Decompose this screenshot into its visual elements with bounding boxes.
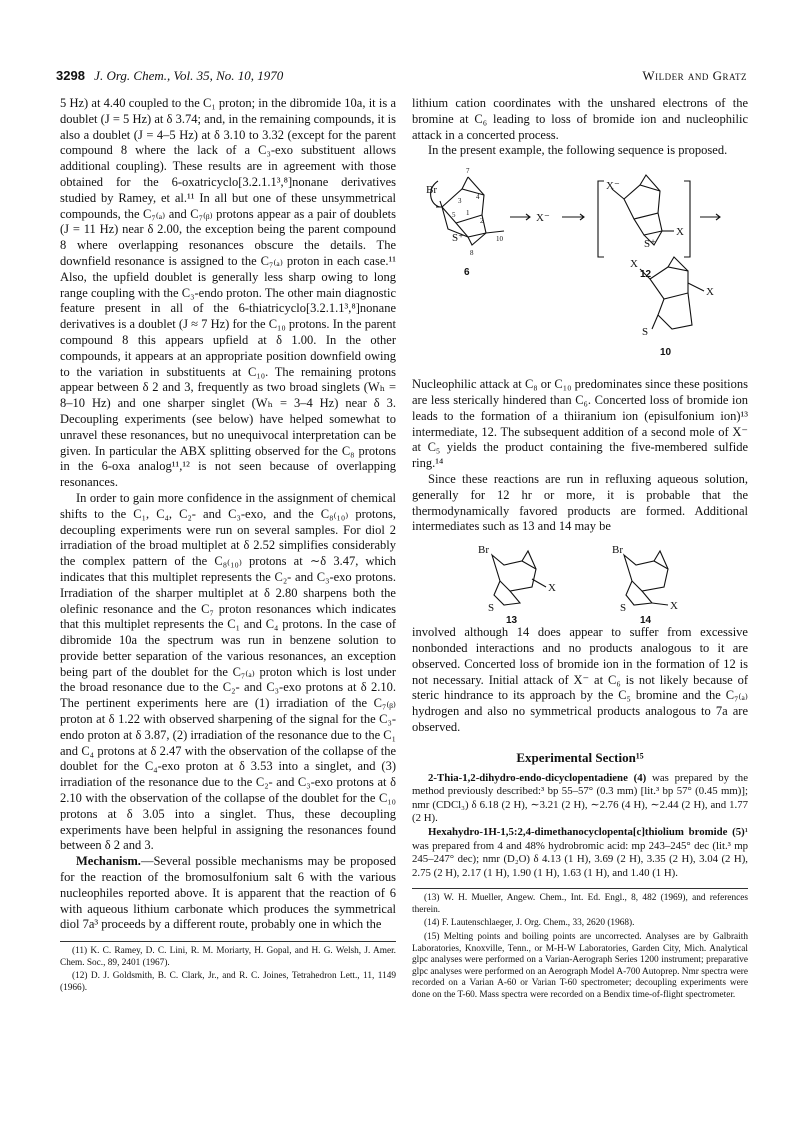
s-label-14: S (620, 602, 627, 615)
journal-citation: J. Org. Chem., Vol. 35, No. 10, 1970 (94, 68, 284, 83)
running-authors: Wilder and Gratz (642, 68, 747, 83)
left-footnotes (60, 941, 396, 994)
page-number: 3298 (56, 68, 85, 83)
footnote-14: (14) F. Lautenschlaeger, J. Org. Chem., 33, 2620 (1968). (424, 918, 635, 929)
locant-2: 2 (480, 217, 484, 226)
page-header (56, 68, 747, 88)
br-label-13: Br (478, 544, 489, 557)
compound-4-text: was prepared by the method previously described:³ bp 55–57° (0.3 mm) [lit.³ bp 57° (0.45 mm)]; nmr (CDCl₃) δ 6.18 (2 H), ∼3.21 (2 H), ∼2.76 (4 H), ∼2.44 (2 H), and 1.77 (2 H). (412, 771, 748, 825)
br-label-14: Br (612, 544, 623, 557)
compound-14-label: 14 (640, 615, 652, 626)
locant-1: 1 (466, 209, 470, 218)
x-label-10-right: X (706, 286, 714, 299)
experimental-entry-5 (412, 826, 748, 880)
footnote-15: (15) Melting points and boiling points are uncorrected. Analyses are by Galbraith Laboratories, Knoxville, Tenn., or M-H-W Laboratories, Garden City, Mich. Analytical glpc analyses were performed on a Varian-Aerograph Series 1200 instrument; preparative glpc analyses were performed on an Aerograph Model A-700 Autoprep. Nmr spectra were recorded on a Varian A-60 or Varian T-60 spectrometer; decoupling experiments were done on the T-60. Mass spectra were recorded on a Bendix time-of-flight spectrometer. (412, 932, 748, 1001)
locant-5: 5 (452, 211, 456, 220)
intermediates-13-14 (412, 535, 748, 625)
br-label-6: Br (426, 184, 437, 197)
footnote-13: (13) W. H. Mueller, Angew. Chem., Int. Ed. Engl., 8, 482 (1969), and references therein. (412, 893, 748, 915)
mechanism-text: —Several possible mechanisms may be proposed for the reaction of the bromosulfonium salt 6 with the various nucleophiles reported above. It is apparent that the reaction of 6 with aqueous lithium carbonate which produces the symmetrical diol 7a³ proceeds by a different route, probably one in which the (60, 854, 396, 932)
right-column (412, 96, 748, 1004)
s-label-10: S (642, 326, 649, 339)
right-paragraph-4: Since these reactions are run in refluxing aqueous solution, generally for 12 hr or more, it is probable that the thermodynamically favored products are formed. Additional intermediates such as 13 and 14 may be (412, 471, 748, 534)
x-minus-label-12: X⁻ (606, 180, 620, 193)
footnote-12: (12) D. J. Goldsmith, B. C. Clark, Jr., and R. C. Joines, Tetrahedron Lett., 11, 1149 (1966). (60, 971, 396, 994)
x-label-13: X (548, 582, 556, 595)
left-paragraph-2: In order to gain more confidence in the assignment of chemical shifts to the C₁, C₄, C₂- and C₃-exo, and the C₈₍₁₀₎ protons, decoupling experiments were run on several samples. For diol 2 irradiation of the broad multiplet at δ 2.52 simplifies considerably the complex pattern of the C₈₍₁₀₎ protons at ∼δ 3.47, which indicates that this multiplet represents the C₂- and C₃-exo protons. Irradiation of the sharper multiplet at δ 2.80 sharpens both the olefinic resonance and the C₇ proton resonances which indicates that this multiplet represents the C₁ and C₄ protons. In the case of dibromide 10a the spectrum was run in benzene solution to provide better separation of the various resonances, an exception being part of the doublet for the C₇₍ₐ₎ proton which is lost under the broad resonance due to the C₂- and C₃-exo protons at δ 2.10. The pertinent experiments here are (1) irradiation of the C₇₍ᵦ₎ proton at δ 1.22 with observed sharpening of the signal for the C₃-endo proton at δ 3.87, (2) irradiation of the resonance due to the C₁ and C₄ protons at δ 2.47 with the observation of the collapse of the doublet for the C₄-exo proton at δ 3.53 into a singlet, and (3) irradiation of the resonance due to the C₂- and C₃-exo protons at δ 2.10 with the observation of the collapse of the doublet for the C₁₀ protons at δ 3.05 into a singlet. Thus, these decoupling experiments have been helpful in assigning the resonances found between δ 2 and 3. (60, 490, 396, 853)
right-paragraph-3: Nucleophilic attack at C₈ or C₁₀ predominates since these positions are less sterically hindered than C₆. Concerted loss of bromide ion leads to the formation of a thiiranium ion (episulfonium ion)¹³ intermediate, 12. The subsequent addition of a second mole of X⁻ at C₅ yields the product containing the five-membered sulfide ring.¹⁴ (412, 377, 748, 471)
right-paragraph-1: lithium cation coordinates with the unshared electrons of the bromine at C₆ leading to loss of bromide ion and nucleophilic attack in a concerted process. (412, 96, 748, 142)
x-label-10-top: X (630, 258, 638, 271)
experimental-section-title: Experimental Section¹⁵ (516, 749, 644, 765)
locant-8: 8 (470, 249, 474, 258)
right-footnotes (412, 888, 748, 1001)
x-label-12: X (676, 226, 684, 239)
locant-4: 4 (476, 193, 480, 202)
compound-5-text: ¹ was prepared from 4 and 48% hydrobromic acid: mp 243–245° dec (lit.³ mp 245–247° dec); nmr (D₂O) δ 4.13 (1 H), 3.69 (2 H), 3.35 (2 H), 3.04 (2 H), 2.75 (2 H), 2.17 (1 H), 1.90 (1 H), 1.63 (1 H), and 1.40 (1 H). (412, 825, 748, 879)
compound-10-label: 10 (660, 347, 672, 359)
left-paragraph-1: 5 Hz) at 4.40 coupled to the C₁ proton; in the dibromide 10a, it is a doublet (J = 5 Hz) at δ 3.74; and, in the remaining compounds, it is also a doublet (J = 4–5 Hz) at δ 3.10 to 3.32 (except for the parent compound 8 where the lack of a C₃-exo substituent allows additional coupling). These results are in agreement with those obtained for the 6-oxatricyclo[3.2.1.1³,⁸]nonane derivatives studied by Ramey, et al.¹¹ In all but one of these unsymmetrical compounds, the C₇₍ₐ₎ and C₇₍ᵦ₎ protons appear as a pair of doublets (J = 11 Hz) near δ 2.00, the exception being the parent compound 8 where overlapping resonances obscure the details. The downfield resonance is assigned to the C₇₍ₐ₎ proton in each case.¹¹ Also, the upfield doublet is generally less sharp owing to long range coupling with the C₃-endo proton. The other main diagnostic feature present in all of the 6-thiatricyclo[3.2.1.1³,⁸]nonane derivatives is a doublet (J ≈ 7 Hz) for the C₁₀ protons. In the parent compound 8 this appears upfield at δ 1.00. In the other compounds, it appears at an appropriate position downfield owing to the variation in substituents at C₁₀. The remaining protons appear between δ 2 and 3, frequently as two broad singlets (Wₕ = 8–10 Hz) and one sharper singlet (Wₕ = 3–4 Hz) near δ 3. Decoupling experiments (see below) have helped somewhat to unravel these resonances, but no unequivocal interpretation can be given. In particular the ABX splitting observed for the C₈ protons in the 6-oxa analog¹¹,¹² is not seen because of overlapping resonances. (60, 96, 396, 490)
experimental-entry-4 (412, 772, 748, 826)
mechanism-scheme-svg (412, 159, 748, 377)
compound-5-name: Hexahydro-1H-1,5:2,4-dimethanocyclopenta[c]thiolium bromide (5) (428, 825, 745, 838)
compound-13-label: 13 (506, 615, 518, 626)
compound-12-label: 12 (640, 269, 652, 281)
locant-10: 10 (496, 235, 503, 244)
s-plus-label-6: S⁺ (452, 232, 464, 245)
locant-7: 7 (466, 167, 470, 176)
s-plus-label-12: S⁺ (644, 238, 656, 251)
intermediates-svg (412, 535, 748, 625)
header-left (56, 68, 283, 84)
footnote-11: (11) K. C. Ramey, D. C. Lini, R. M. Moriarty, H. Gopal, and H. G. Welsh, J. Amer. Chem. Soc., 89, 2401 (1967). (60, 946, 396, 968)
x-minus-nucleophile: X⁻ (536, 212, 550, 225)
right-paragraph-2: In the present example, the following sequence is proposed. (428, 143, 728, 158)
right-paragraph-5: involved although 14 does appear to suffer from excessive nonbonded interactions and no products analogous to it are observed. Concerted loss of bromide ion in the formation of 12 is not necessary. Initial attack of X⁻ at C₆ is not likely because of steric hindrance to its approach by the C₅ bromine and the C₇₍ₐ₎ hydrogen and also no symmetrical products analogous to 7a are observed. (412, 625, 748, 734)
compound-6-label: 6 (464, 267, 470, 279)
mechanism-heading: Mechanism. (76, 854, 141, 869)
s-label-13: S (488, 602, 495, 615)
x-label-14: X (670, 600, 678, 613)
compound-4-name: 2-Thia-1,2-dihydro-endo-dicyclopentadiene (4) (428, 771, 647, 784)
scheme-6-to-12-to-10 (412, 159, 748, 377)
mechanism-paragraph (60, 854, 396, 933)
locant-3: 3 (458, 197, 462, 206)
left-column (60, 96, 396, 997)
